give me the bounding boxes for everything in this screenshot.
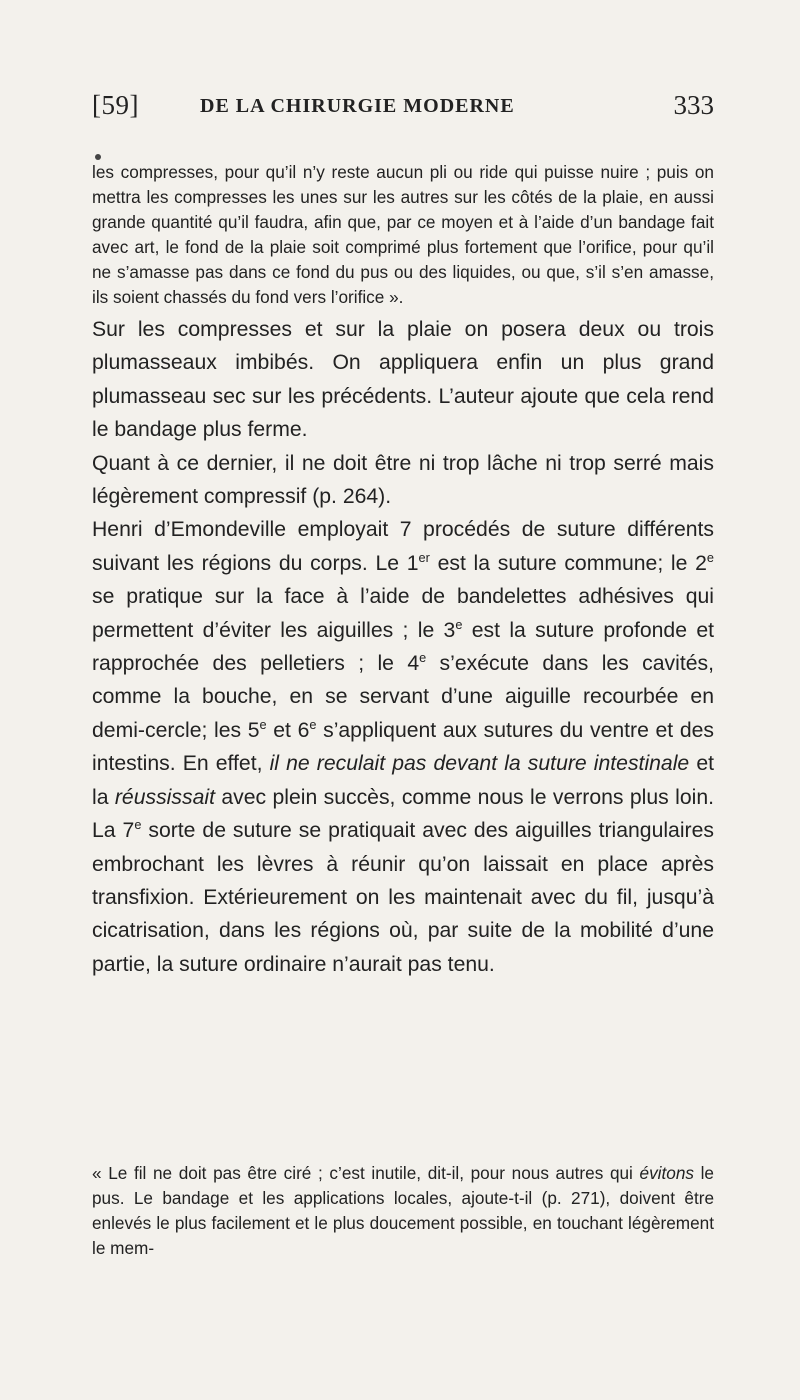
running-title: DE LA CHIRURGIE MODERNE <box>200 95 515 117</box>
paragraph-sutures <box>92 513 714 981</box>
ordinal-suffix: e <box>259 716 267 732</box>
quoted-paragraph: les compresses, pour qu’il n’y reste aucun pli ou ride qui puisse nuire ; puis on mettra les compresses les unes sur les autres sur les côtés de la plaie, en aussi grande quantité qu’il faudra, afin que, par ce moyen et à l’aide d’un bandage fait avec art, le fond de la plaie soit comprimé plus fortement que l’orifice, pour qu’il ne s’amasse pas dans ce fond du pus ou des liquides, ou que, s’il s’en amasse, ils soient chassés du fond vers l’orifice ». <box>92 162 714 307</box>
italic-emphasis: réussissait <box>114 785 215 809</box>
text-run: est la suture commune; le 2 <box>429 551 707 575</box>
text-run: et la <box>92 752 714 809</box>
ordinal-suffix: e <box>419 650 427 665</box>
ordinal-suffix: e <box>134 817 142 833</box>
text-run: Henri d’Emondeville employait 7 procédés de suture différents suivant les régions du corps. Le 1 <box>92 518 714 575</box>
text-run: le pus. Le bandage et les applications locales, ajoute-t-il (p. 271), doivent être enlevés le plus facilement et le plus doucement possible, en touchant légèrement le mem- <box>92 1163 714 1258</box>
text-run: s’appliquent aux sutures du ventre et des intestins. En effet, <box>92 718 714 776</box>
text-run: « Le fil ne doit pas être ciré ; c’est inutile, dit-il, pour nous autres qui <box>92 1163 640 1183</box>
text-run: se pratique sur la face à l’aide de bandelettes adhésives qui permettent d’éviter les aiguilles ; le 3 <box>92 585 714 642</box>
ordinal-suffix: er <box>418 549 430 565</box>
text-run: et 6 <box>266 718 310 742</box>
ordinal-suffix: e <box>706 549 714 565</box>
quoted-passage <box>92 160 714 310</box>
ordinal-suffix: e <box>309 716 317 732</box>
quoted-note <box>92 1161 714 1261</box>
paragraph-compresses: Sur les compresses et sur la plaie on posera deux ou trois plumasseaux imbibés. On appliquera enfin un plus grand plumasseau sec sur les précédents. L’auteur ajoute que cela rend le bandage plus ferme. <box>92 318 714 442</box>
note-paragraph <box>92 1161 714 1261</box>
running-head <box>92 90 714 130</box>
page-number: 333 <box>673 90 714 120</box>
section-number: [59] <box>92 90 139 120</box>
ordinal-suffix: e <box>455 616 463 632</box>
italic-emphasis: il ne reculait pas devant la suture intestinale <box>269 752 690 776</box>
text-run: est la suture profonde et rapprochée des pelletiers ; le 4 <box>92 618 714 676</box>
italic-emphasis: évitons <box>639 1163 694 1183</box>
paragraph-bandage: Quant à ce dernier, il ne doit être ni trop lâche ni trop serré mais légèrement compressif (p. 264). <box>92 451 714 509</box>
text-run: avec plein succès, comme nous le verrons plus loin. La 7 <box>92 785 714 843</box>
text-run: s’exécute dans les cavités, comme la bouche, en se servant d’une aiguille recourbée en demi-cercle; les 5 <box>92 652 714 742</box>
text-run: sorte de suture se pratiquait avec des aiguilles triangulaires embrochant les lèvres à réunir qu’on laissait en place après transfixion. Extérieurement on les maintenait avec du fil, jusqu’à cicatrisation, dans les régions où, par suite de la mobilité d’une partie, la suture ordinaire n’aurait pas tenu. <box>92 819 714 976</box>
main-text <box>92 313 714 981</box>
